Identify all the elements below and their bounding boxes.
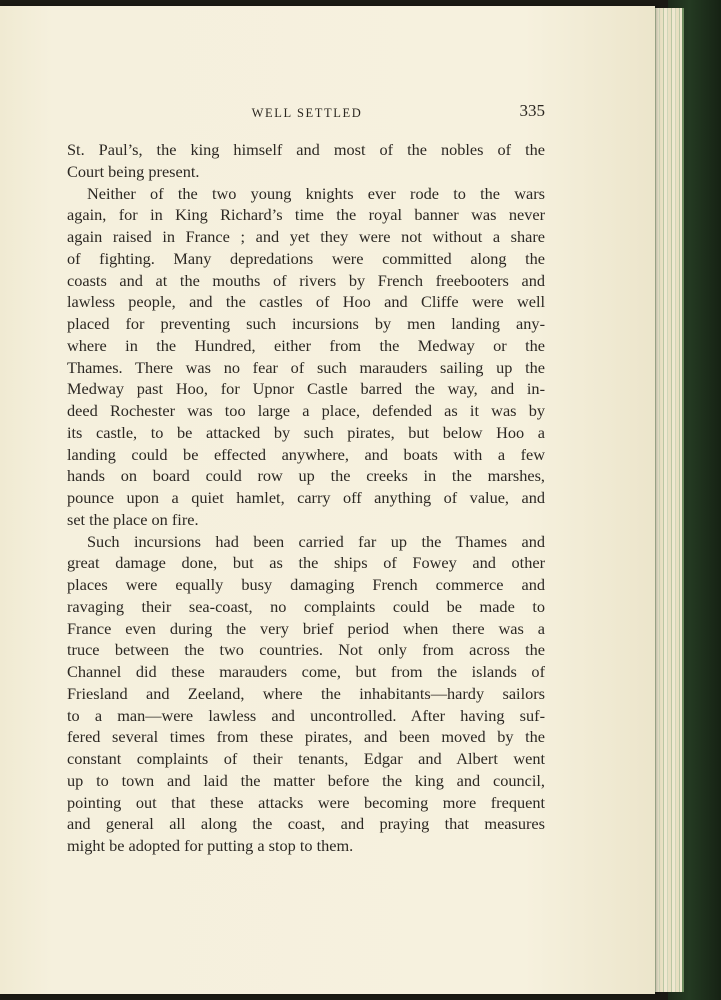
text-line: and general all along the coast, and praying that measures xyxy=(67,814,545,834)
text-line: to a man—were lawless and uncontrolled. After having suf- xyxy=(67,705,545,725)
text-line: landing could be effected anywhere, and boats with a few xyxy=(67,444,545,464)
text-line: places were equally busy damaging French commerce and xyxy=(67,575,545,594)
text-line: Medway past Hoo, for Upnor Castle barred the way, and in- xyxy=(67,379,545,399)
text-line: placed for preventing such incursions by men landing any- xyxy=(67,314,545,333)
text-line: coasts and at the mouths of rivers by French freebooters and xyxy=(67,270,545,290)
text-line: Such incursions had been carried far up the Thames and xyxy=(87,531,545,551)
text-line: might be adopted for putting a stop to them. xyxy=(67,836,354,855)
text-line: up to town and laid the matter before the king and council, xyxy=(67,770,545,790)
text-line: Neither of the two young knights ever rode to the wars xyxy=(87,183,545,203)
text-line: lawless people, and the castles of Hoo and Cliffe were well xyxy=(67,292,545,312)
text-line: again raised in France ; and yet they were not without a share xyxy=(67,227,545,246)
body-text xyxy=(67,139,545,857)
text-line: Court being present. xyxy=(67,161,200,181)
text-line: Thames. There was no fear of such marauders sailing up the xyxy=(67,357,545,377)
text-line: hands on board could row up the creeks in the marshes, xyxy=(67,466,545,486)
text-line: St. Paul’s, the king himself and most of the nobles of the xyxy=(67,140,545,159)
running-title: WELL SETTLED xyxy=(251,106,363,120)
book-page xyxy=(0,6,655,994)
text-line: great damage done, but as the ships of Fowey and other xyxy=(67,553,545,573)
text-line: pounce upon a quiet hamlet, carry off anything of value, and xyxy=(67,488,545,507)
text-line: where in the Hundred, either from the Medway or the xyxy=(67,335,545,355)
text-line: constant complaints of their tenants, Edgar and Albert went xyxy=(67,749,545,768)
running-head xyxy=(66,100,548,128)
text-line: again, for in King Richard’s time the royal banner was never xyxy=(67,205,545,225)
text-line: pointing out that these attacks were becoming more frequent xyxy=(67,792,545,812)
paragraph xyxy=(67,183,545,531)
text-line: France even during the very brief period when there was a xyxy=(67,618,545,638)
paragraph xyxy=(67,139,545,183)
paragraph xyxy=(67,531,545,857)
text-line: set the place on fire. xyxy=(67,509,199,529)
text-line: deed Rochester was too large a place, defended as it was by xyxy=(67,401,545,420)
text-line: truce between the two countries. Not only from across the xyxy=(67,640,545,660)
text-line: of fighting. Many depredations were committed along the xyxy=(67,248,545,268)
text-line: its castle, to be attacked by such pirates, but below Hoo a xyxy=(67,422,545,442)
text-line: Friesland and Zeeland, where the inhabitants—hardy sailors xyxy=(67,683,545,703)
text-line: ravaging their sea-coast, no complaints could be made to xyxy=(67,596,545,616)
text-line: fered several times from these pirates, and been moved by the xyxy=(67,727,545,747)
text-line: Channel did these marauders come, but from the islands of xyxy=(67,662,545,681)
page-number: 335 xyxy=(519,101,545,120)
